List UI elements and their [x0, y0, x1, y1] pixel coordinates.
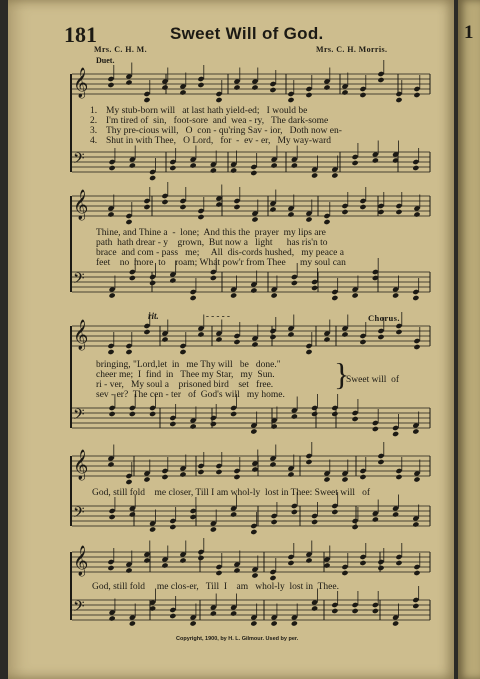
- system3-treble-clef-icon: 𝄞: [73, 320, 89, 350]
- system5-treble-notehead: [197, 555, 204, 561]
- system2-bass-notehead: [352, 292, 359, 298]
- system1-treble-notehead: [395, 97, 402, 103]
- system5-bass-notehead: [412, 603, 419, 609]
- system3-bass-notehead: [210, 421, 217, 427]
- system4-treble-notehead: [197, 469, 204, 475]
- system2-bass-notehead: [169, 277, 176, 283]
- system3-bass-notehead: [129, 411, 136, 417]
- system3-bass-notehead: [149, 411, 156, 417]
- system3-treble-notehead: [125, 349, 132, 355]
- system2-bass-notehead: [311, 285, 318, 291]
- system2-bass-notehead: [392, 292, 399, 298]
- system1-treble-notehead: [215, 97, 222, 103]
- system4-bass-notehead: [169, 524, 176, 530]
- system5-treble-notehead: [179, 557, 186, 563]
- system2-treble-notehead: [359, 204, 366, 210]
- system1-treble-notehead: [197, 82, 204, 88]
- system3-treble-notehead: [377, 334, 384, 340]
- system1-bass-clef-icon: 𝄢: [73, 150, 85, 171]
- system4-treble-notehead: [143, 476, 150, 482]
- system5-bass-notehead: [311, 605, 318, 611]
- system2-bass-notehead: [291, 280, 298, 286]
- system2-bass-notehead: [331, 295, 338, 301]
- system3-treble-notehead: [197, 331, 204, 337]
- system2-bass-notehead: [109, 292, 116, 298]
- composer-credit: Mrs. C. H. Morris.: [316, 45, 388, 54]
- system3-treble-notehead: [341, 331, 348, 337]
- system2-bass-notehead: [412, 295, 419, 301]
- system5-bass-notehead: [190, 620, 197, 626]
- system3-treble-notehead: [179, 349, 186, 355]
- system1-bass-notehead: [210, 167, 217, 173]
- system1-treble-notehead: [251, 84, 258, 90]
- system2-treble-notehead: [197, 214, 204, 220]
- system1-treble-notehead: [233, 84, 240, 90]
- system1-bass-notehead: [129, 162, 136, 168]
- system3-treble-notehead: [107, 349, 114, 355]
- system4-bass-clef-icon: 𝄢: [73, 504, 85, 525]
- system5-bass-notehead: [372, 608, 379, 614]
- system4-treble-notehead: [269, 461, 276, 467]
- system3-bass-notehead: [190, 423, 197, 429]
- system2-treble-notehead: [125, 219, 132, 225]
- lyric-line: God, still fold me closer, Till I am whol-ly lost in Thee: Sweet will of: [92, 488, 371, 498]
- system5-bass-notehead: [169, 613, 176, 619]
- system2-treble-notehead: [413, 211, 420, 217]
- system1-treble-notehead: [125, 79, 132, 85]
- system5-bass-clef-icon: 𝄢: [73, 598, 85, 619]
- system5-bass-notehead: [271, 620, 278, 626]
- system1-treble-notehead: [377, 77, 384, 83]
- system3-bass-notehead: [412, 428, 419, 434]
- system4-bass-notehead: [271, 519, 278, 525]
- system5-treble-notehead: [269, 575, 276, 581]
- system2-treble-notehead: [143, 204, 150, 210]
- lyric-line: cheer me; I find in Thee my Star, my Sun.: [96, 370, 275, 380]
- system2-treble-notehead: [287, 211, 294, 217]
- system4-bass-notehead: [331, 509, 338, 515]
- system4-bass-notehead: [392, 511, 399, 517]
- system3-treble-notehead: [359, 339, 366, 345]
- adjacent-page-number: 1: [464, 22, 474, 43]
- system4-bass-notehead: [210, 526, 217, 532]
- verse-number: 2.: [90, 116, 98, 126]
- system1-bass-notehead: [271, 162, 278, 168]
- verse-number: 4.: [90, 136, 98, 146]
- system1-treble-notehead: [323, 84, 330, 90]
- system1-treble-notehead: [143, 97, 150, 103]
- system1-treble-notehead: [287, 97, 294, 103]
- system3-treble-notehead: [269, 334, 276, 340]
- ritardando-mark: rit.: [148, 311, 159, 321]
- system5-bass-notehead: [331, 608, 338, 614]
- system2-bass-notehead: [129, 275, 136, 281]
- hymn-number: 181: [64, 22, 97, 47]
- system4-bass-notehead: [230, 511, 237, 517]
- lyric-line: ri - ver, My soul a prisoned bird set free.: [96, 380, 274, 390]
- system1-bass-notehead: [291, 162, 298, 168]
- system1-bass-notehead: [372, 157, 379, 163]
- system1-treble-notehead: [341, 89, 348, 95]
- lyric-line: My stub-born will at last hath yield-ed; I would be: [106, 106, 308, 116]
- system4-bass-notehead: [412, 521, 419, 527]
- system1-bass-notehead: [311, 172, 318, 178]
- system1-treble-notehead: [305, 92, 312, 98]
- system5-treble-notehead: [395, 560, 402, 566]
- system5-treble-notehead: [359, 560, 366, 566]
- system4-treble-notehead: [125, 479, 132, 485]
- system4-treble-notehead: [305, 459, 312, 465]
- system2-treble-notehead: [179, 204, 186, 210]
- system2-bass-notehead: [230, 292, 237, 298]
- system3-bass-notehead: [250, 428, 257, 434]
- system1-bass-notehead: [412, 165, 419, 171]
- lyric-line: Thine, and Thine a - lone; And this the prayer my lips are: [96, 228, 326, 238]
- system4-bass-notehead: [291, 509, 298, 515]
- system1-bass-notehead: [331, 172, 338, 178]
- copyright-notice: Copyright, 1900, by H. L. Gilmour. Used by per.: [176, 636, 299, 642]
- system4-treble-notehead: [233, 474, 240, 480]
- system2-treble-notehead: [341, 209, 348, 215]
- lyric-line: brace and com - pass me; All dis-cords hushed, my peace a: [96, 248, 344, 258]
- system4-treble-notehead: [359, 474, 366, 480]
- system1-treble-notehead: [269, 87, 276, 93]
- system1-treble-notehead: [161, 84, 168, 90]
- system2-treble-notehead: [269, 206, 276, 212]
- voicing-label: Duet.: [96, 56, 115, 65]
- verse-number: 3.: [90, 126, 98, 136]
- system4-bass-notehead: [149, 526, 156, 532]
- system5-treble-notehead: [251, 572, 258, 578]
- system3-bass-notehead: [291, 413, 298, 419]
- system3-bass-notehead: [230, 411, 237, 417]
- system3-treble-notehead: [287, 331, 294, 337]
- system5-treble-notehead: [341, 570, 348, 576]
- lyric-line: Shut in with Thee, O Lord, for - ev - er, My way-ward: [106, 136, 332, 146]
- system1-bass-notehead: [149, 175, 156, 181]
- system1-bass-notehead: [109, 165, 116, 171]
- system2-bass-notehead: [190, 295, 197, 301]
- verse-number: 1.: [90, 106, 98, 116]
- lyric-line: feet no more to roam; What pow'r from Thee my soul can: [96, 258, 346, 268]
- system1-bass-notehead: [230, 167, 237, 173]
- system4-treble-notehead: [161, 474, 168, 480]
- system4-bass-notehead: [372, 516, 379, 522]
- system4-treble-notehead: [323, 476, 330, 482]
- system5-treble-notehead: [287, 560, 294, 566]
- system3-treble-notehead: [305, 349, 312, 355]
- system3-bass-notehead: [109, 411, 116, 417]
- system4-bass-notehead: [311, 519, 318, 525]
- system2-treble-notehead: [161, 199, 168, 205]
- chorus-lyric: Sweet will of: [346, 375, 400, 385]
- chorus-label: Chorus.: [368, 313, 400, 323]
- system2-bass-notehead: [149, 280, 156, 286]
- system4-bass-notehead: [129, 511, 136, 517]
- system5-treble-notehead: [305, 557, 312, 563]
- system3-treble-notehead: [215, 336, 222, 342]
- system4-bass-notehead: [109, 514, 116, 520]
- system5-bass-notehead: [250, 620, 257, 626]
- system2-treble-notehead: [107, 211, 114, 217]
- system2-treble-notehead: [233, 204, 240, 210]
- lyric-line: bringing, "Lord,let in me Thy will be done.": [96, 360, 281, 370]
- system2-bass-clef-icon: 𝄢: [73, 270, 85, 291]
- system3-bass-clef-icon: 𝄢: [73, 406, 85, 427]
- system2-treble-notehead: [395, 209, 402, 215]
- system5-bass-notehead: [109, 615, 116, 621]
- system4-treble-notehead: [215, 469, 222, 475]
- system4-treble-notehead: [377, 459, 384, 465]
- system4-treble-notehead: [395, 474, 402, 480]
- lyricist-credit: Mrs. C. H. M.: [94, 45, 147, 54]
- system4-treble-notehead: [179, 471, 186, 477]
- system3-treble-notehead: [233, 339, 240, 345]
- system4-treble-notehead: [107, 461, 114, 467]
- system1-bass-notehead: [352, 160, 359, 166]
- system3-treble-notehead: [413, 344, 420, 350]
- system1-treble-notehead: [107, 82, 114, 88]
- system5-treble-notehead: [377, 565, 384, 571]
- system3-bass-notehead: [311, 411, 318, 417]
- system5-treble-notehead: [161, 562, 168, 568]
- system4-treble-notehead: [287, 471, 294, 477]
- system5-bass-notehead: [129, 620, 136, 626]
- system5-bass-notehead: [210, 610, 217, 616]
- system3-bass-notehead: [331, 411, 338, 417]
- lyric-line: path hath drear - y grown, But now a light has ris'n to: [96, 238, 328, 248]
- hymn-title: Sweet Will of God.: [170, 24, 324, 43]
- system5-bass-notehead: [291, 620, 298, 626]
- system5-bass-notehead: [230, 610, 237, 616]
- system5-treble-notehead: [413, 570, 420, 576]
- system3-treble-notehead: [395, 329, 402, 335]
- system3-treble-notehead: [251, 341, 258, 347]
- system5-treble-notehead: [215, 570, 222, 576]
- system5-treble-notehead: [233, 567, 240, 573]
- system1-bass-notehead: [169, 165, 176, 171]
- system2-bass-notehead: [250, 287, 257, 293]
- system3-bass-notehead: [372, 426, 379, 432]
- system5-bass-notehead: [352, 608, 359, 614]
- system1-treble-clef-icon: 𝄞: [73, 68, 89, 98]
- lyric-line: God, still fold me clos-er, Till I am whol-ly lost in Thee.: [92, 582, 339, 592]
- system2-treble-notehead: [323, 219, 330, 225]
- system1-treble-notehead: [359, 92, 366, 98]
- system5-treble-notehead: [125, 567, 132, 573]
- lyric-line: I'm tired of sin, foot-sore and wea - ry, The dark-some: [106, 116, 329, 126]
- system5-treble-clef-icon: 𝄞: [73, 546, 89, 576]
- system2-treble-notehead: [305, 216, 312, 222]
- system1-bass-notehead: [250, 170, 257, 176]
- system2-bass-notehead: [210, 275, 217, 281]
- ritardando-dashes: - - - - -: [206, 311, 230, 321]
- system3-treble-notehead: [143, 329, 150, 335]
- system5-bass-notehead: [392, 620, 399, 626]
- system3-bass-notehead: [392, 431, 399, 437]
- system2-treble-clef-icon: 𝄞: [73, 190, 89, 220]
- lyric-line: Thy pre-cious will, O con - qu'ring Sav - ior, Doth now en-: [106, 126, 342, 136]
- verse-brace: }: [334, 356, 350, 392]
- lyric-line: sev - er? The cen - ter of God's will my home.: [96, 390, 285, 400]
- system2-treble-notehead: [251, 216, 258, 222]
- system1-treble-notehead: [413, 92, 420, 98]
- system3-bass-notehead: [352, 416, 359, 422]
- system2-bass-notehead: [271, 292, 278, 298]
- system1-bass-notehead: [190, 162, 197, 168]
- system4-bass-notehead: [352, 524, 359, 530]
- system3-bass-notehead: [169, 421, 176, 427]
- system4-treble-notehead: [341, 476, 348, 482]
- system4-bass-notehead: [250, 529, 257, 535]
- system4-treble-notehead: [413, 476, 420, 482]
- system4-treble-clef-icon: 𝄞: [73, 450, 89, 480]
- system1-treble-notehead: [179, 89, 186, 95]
- system5-treble-notehead: [107, 565, 114, 571]
- system3-treble-notehead: [161, 336, 168, 342]
- system3-treble-notehead: [323, 336, 330, 342]
